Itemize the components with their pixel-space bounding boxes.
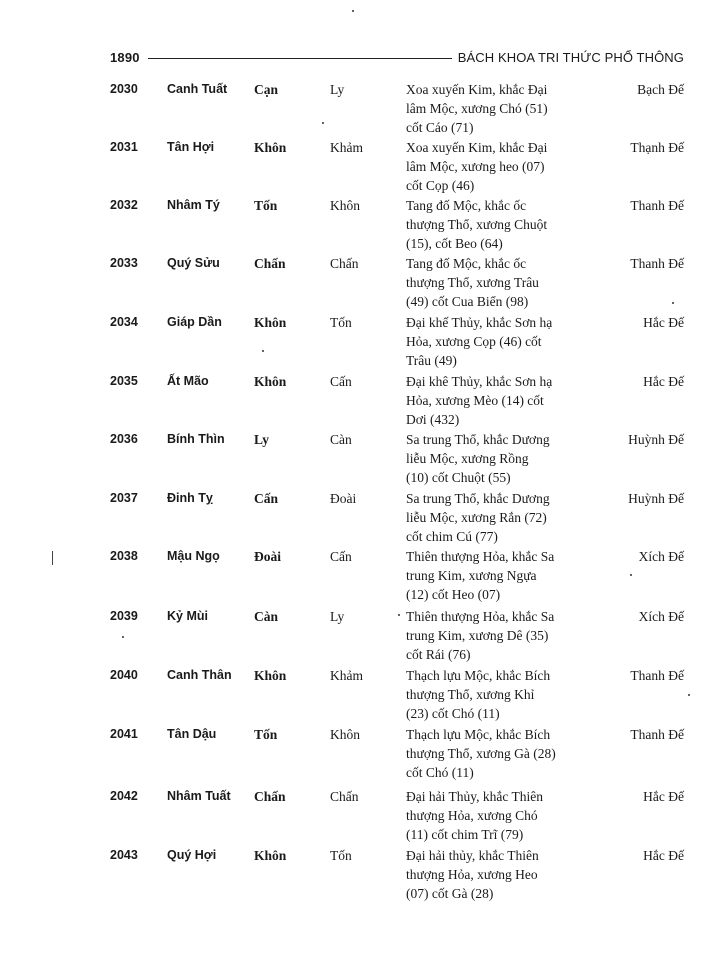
year-cell: 2034 xyxy=(110,315,138,329)
can-chi-cell: Ất Mão xyxy=(167,374,209,388)
de-cell: Thanh Đế xyxy=(630,256,684,271)
que-cell: Tốn xyxy=(254,727,278,742)
speck xyxy=(688,694,690,696)
menh-line: Tang đố Mộc, khắc ốc xyxy=(406,198,527,213)
speck xyxy=(262,350,264,352)
year-cell: 2038 xyxy=(110,549,138,563)
menh-line: liễu Mộc, xương Rắn (72) xyxy=(406,510,547,525)
table-row xyxy=(0,430,704,488)
table-row xyxy=(0,254,704,312)
menh-cell xyxy=(406,787,596,844)
header-rule xyxy=(148,58,452,59)
menh-line: thượng Thổ, xương Khỉ xyxy=(406,687,535,702)
can-chi-cell: Tân Hợi xyxy=(167,140,215,154)
year-cell: 2037 xyxy=(110,491,138,505)
menh-cell xyxy=(406,430,596,487)
menh-line: Dơi (432) xyxy=(406,412,460,427)
menh-line: Thạch lựu Mộc, khắc Bích xyxy=(406,668,551,683)
menh-line: liễu Mộc, xương Rồng xyxy=(406,451,529,466)
year-cell: 2032 xyxy=(110,198,138,212)
table-row xyxy=(0,80,704,138)
can-chi-cell: Nhâm Tý xyxy=(167,198,220,212)
speck xyxy=(122,636,124,638)
year-cell: 2036 xyxy=(110,432,138,446)
year-cell: 2039 xyxy=(110,609,138,623)
que-cell-secondary: Chấn xyxy=(330,256,359,271)
que-cell: Càn xyxy=(254,609,279,624)
que-cell-secondary: Cấn xyxy=(330,374,352,389)
menh-line: Thiên thượng Hỏa, khắc Sa xyxy=(406,609,555,624)
page-header xyxy=(110,48,684,68)
menh-cell xyxy=(406,489,596,546)
year-cell: 2043 xyxy=(110,848,138,862)
can-chi-cell: Mậu Ngọ xyxy=(167,549,220,563)
que-cell: Khôn xyxy=(254,374,287,389)
menh-line: thượng Thổ, xương Chuột xyxy=(406,217,548,232)
menh-line: (07) cốt Gà (28) xyxy=(406,886,494,901)
menh-line: (10) cốt Chuột (55) xyxy=(406,470,511,485)
de-cell: Xích Đế xyxy=(638,549,684,564)
que-cell-secondary: Tốn xyxy=(330,315,352,330)
table-row xyxy=(0,196,704,254)
que-cell: Chấn xyxy=(254,256,286,271)
can-chi-cell: Quý Sửu xyxy=(167,256,220,270)
de-cell: Huỳnh Đế xyxy=(628,432,684,447)
menh-line: cốt chim Cú (77) xyxy=(406,529,498,544)
table-row xyxy=(0,489,704,547)
menh-line: Tang đố Mộc, khắc ốc xyxy=(406,256,527,271)
menh-line: Trâu (49) xyxy=(406,353,457,368)
year-cell: 2040 xyxy=(110,668,138,682)
year-cell: 2033 xyxy=(110,256,138,270)
menh-line: (49) cốt Cua Biển (98) xyxy=(406,294,529,309)
menh-cell xyxy=(406,313,596,370)
can-chi-cell: Nhâm Tuất xyxy=(167,789,231,803)
menh-line: lâm Mộc, xương heo (07) xyxy=(406,159,545,174)
menh-line: lâm Mộc, xương Chó (51) xyxy=(406,101,548,116)
menh-line: thượng Thổ, xương Trâu xyxy=(406,275,539,290)
menh-cell xyxy=(406,196,596,253)
de-cell: Thạnh Đế xyxy=(630,140,684,155)
que-cell: Khôn xyxy=(254,668,287,683)
can-chi-cell: Canh Tuất xyxy=(167,82,228,96)
que-cell: Đoài xyxy=(254,549,281,564)
que-cell-secondary: Khảm xyxy=(330,668,363,683)
menh-cell xyxy=(406,846,596,903)
de-cell: Huỳnh Đế xyxy=(628,491,684,506)
menh-line: Hỏa, xương Mèo (14) cốt xyxy=(406,393,544,408)
year-cell: 2030 xyxy=(110,82,138,96)
que-cell: Khôn xyxy=(254,140,287,155)
que-cell-secondary: Cấn xyxy=(330,549,352,564)
speck xyxy=(322,122,324,124)
de-cell: Hắc Đế xyxy=(643,789,684,804)
running-title: BÁCH KHOA TRI THỨC PHỔ THÔNG xyxy=(457,50,684,65)
year-cell: 2031 xyxy=(110,140,138,154)
de-cell: Hắc Đế xyxy=(643,374,684,389)
menh-line: Đại hải Thủy, khắc Thiên xyxy=(406,789,543,804)
can-chi-cell: Tân Dậu xyxy=(167,727,217,741)
que-cell-secondary: Ly xyxy=(330,609,345,624)
menh-line: Thạch lựu Mộc, khắc Bích xyxy=(406,727,551,742)
menh-line: Đại khế Thủy, khắc Sơn hạ xyxy=(406,315,553,330)
que-cell: Tốn xyxy=(254,198,278,213)
menh-cell xyxy=(406,666,596,723)
menh-line: thượng Hỏa, xương Chó xyxy=(406,808,538,823)
table-row xyxy=(0,787,704,845)
year-cell: 2042 xyxy=(110,789,138,803)
menh-cell xyxy=(406,607,596,664)
menh-cell xyxy=(406,547,596,604)
menh-line: cốt Cáo (71) xyxy=(406,120,474,135)
de-cell: Thanh Đế xyxy=(630,727,684,742)
que-cell-secondary: Càn xyxy=(330,432,352,447)
de-cell: Hắc Đế xyxy=(643,315,684,330)
table-row xyxy=(0,138,704,196)
can-chi-cell: Đinh Tỵ xyxy=(167,491,213,505)
que-cell-secondary: Khôn xyxy=(330,198,360,213)
menh-line: (12) cốt Heo (07) xyxy=(406,587,501,602)
can-chi-cell: Giáp Dần xyxy=(167,315,222,329)
menh-line: (15), cốt Beo (64) xyxy=(406,236,503,251)
que-cell-secondary: Tốn xyxy=(330,848,352,863)
table-row xyxy=(0,666,704,724)
menh-line: Đại hải thủy, khắc Thiên xyxy=(406,848,539,863)
que-cell: Cạn xyxy=(254,82,279,97)
can-chi-cell: Bính Thìn xyxy=(167,432,225,446)
menh-line: Xoa xuyến Kim, khắc Đại xyxy=(406,140,548,155)
de-cell: Hắc Đế xyxy=(643,848,684,863)
menh-line: (23) cốt Chó (11) xyxy=(406,706,500,721)
que-cell-secondary: Ly xyxy=(330,82,345,97)
de-cell: Xích Đế xyxy=(638,609,684,624)
can-chi-cell: Canh Thân xyxy=(167,668,232,682)
margin-mark xyxy=(52,551,53,565)
que-cell-secondary: Khôn xyxy=(330,727,360,742)
que-cell: Chấn xyxy=(254,789,286,804)
menh-line: (11) cốt chim Trĩ (79) xyxy=(406,827,524,842)
menh-line: Hỏa, xương Cọp (46) cốt xyxy=(406,334,542,349)
table-row xyxy=(0,372,704,430)
menh-line: cốt Cọp (46) xyxy=(406,178,475,193)
page-number: 1890 xyxy=(110,50,140,65)
table-row xyxy=(0,607,704,665)
year-cell: 2035 xyxy=(110,374,138,388)
menh-cell xyxy=(406,254,596,311)
menh-line: cốt Rái (76) xyxy=(406,647,471,662)
que-cell: Cấn xyxy=(254,491,279,506)
speck xyxy=(630,574,632,576)
menh-line: thượng Thổ, xương Gà (28) xyxy=(406,746,556,761)
year-cell: 2041 xyxy=(110,727,138,741)
speck xyxy=(672,302,674,304)
que-cell-secondary: Chấn xyxy=(330,789,359,804)
de-cell: Thanh Đế xyxy=(630,668,684,683)
que-cell-secondary: Đoài xyxy=(330,491,357,506)
menh-line: Đại khê Thủy, khắc Sơn hạ xyxy=(406,374,553,389)
menh-line: Sa trung Thổ, khắc Dương xyxy=(406,432,550,447)
menh-cell xyxy=(406,725,596,782)
can-chi-cell: Quý Hợi xyxy=(167,848,217,862)
menh-cell xyxy=(406,372,596,429)
menh-cell xyxy=(406,80,596,137)
que-cell: Khôn xyxy=(254,848,287,863)
menh-line: thượng Hỏa, xương Heo xyxy=(406,867,538,882)
menh-line: Xoa xuyến Kim, khắc Đại xyxy=(406,82,548,97)
de-cell: Thanh Đế xyxy=(630,198,684,213)
speck xyxy=(352,10,354,12)
table-row xyxy=(0,313,704,371)
menh-line: trung Kim, xương Dê (35) xyxy=(406,628,549,643)
speck xyxy=(398,614,400,616)
menh-line: Thiên thượng Hỏa, khắc Sa xyxy=(406,549,555,564)
de-cell: Bạch Đế xyxy=(637,82,684,97)
menh-line: Sa trung Thổ, khắc Dương xyxy=(406,491,550,506)
menh-line: trung Kim, xương Ngựa xyxy=(406,568,537,583)
table-row xyxy=(0,846,704,904)
table-row xyxy=(0,547,704,605)
menh-cell xyxy=(406,138,596,195)
menh-line: cốt Chó (11) xyxy=(406,765,474,780)
que-cell: Ly xyxy=(254,432,270,447)
table-row xyxy=(0,725,704,783)
que-cell-secondary: Khảm xyxy=(330,140,363,155)
que-cell: Khôn xyxy=(254,315,287,330)
can-chi-cell: Kỷ Mùi xyxy=(167,609,208,623)
